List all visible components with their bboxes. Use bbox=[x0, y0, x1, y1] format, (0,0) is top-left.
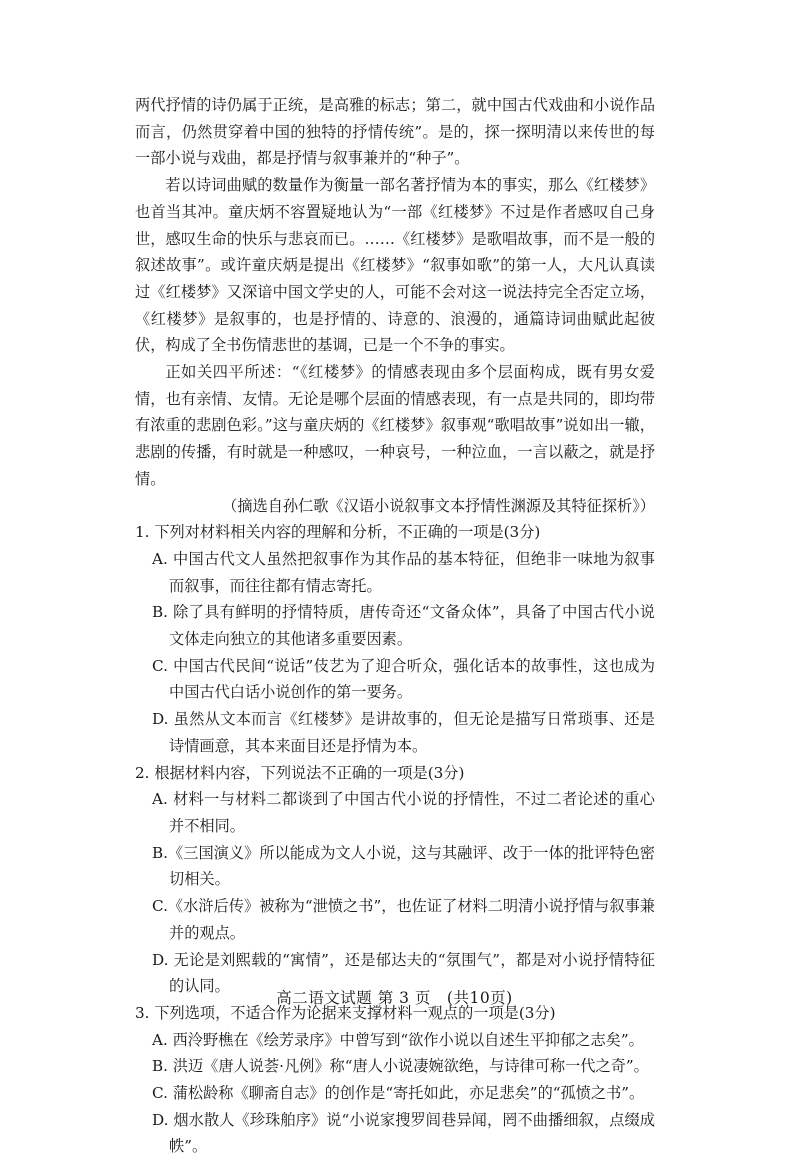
question-2 bbox=[135, 760, 655, 1000]
question-1 bbox=[135, 519, 655, 759]
passage-paragraph: 两代抒情的诗仍属于正统，是高雅的标志；第二，就中国古代戏曲和小说作品而言，仍然贯穿着中国的独特的抒情传统”。是的，探一探明清以来传世的每一部小说与戏曲，都是抒情与叙事兼并的“种子”。 bbox=[135, 96, 655, 168]
question-option: B.《三国演义》所以能成为文人小说，这与其融评、改于一体的批评特色密切相关。 bbox=[152, 843, 655, 889]
page-footer: 高二语文试题 第 3 页 (共10页) bbox=[276, 989, 513, 1007]
question-stem: 1. 下列对材料相关内容的理解和分析，不正确的一项是(3分) bbox=[135, 523, 541, 542]
passage-paragraph: 正如关四平所述：“《红楼梦》的情感表现由多个层面构成，既有男女爱情，也有亲情、友情。无论是哪个层面的情感表现，有一点是共同的，即均带有浓重的悲剧色彩。”这与童庆炳的《红楼梦》叙事观“歌唱故事”说如出一辙，悲剧的传播，有时就是一种感叹，一种哀号，一种泣血，一言以蔽之，就是抒情。 bbox=[135, 363, 655, 488]
passage-paragraph: 若以诗词曲赋的数量作为衡量一部名著抒情为本的事实，那么《红楼梦》也首当其冲。童庆炳不容置疑地认为“一部《红楼梦》不过是作者感叹自己身世，感叹生命的快乐与悲哀而已。……《红楼梦》是歌唱故事，而不是一般的叙述故事”。或许童庆炳是提出《红楼梦》“叙事如歌”的第一人，大凡认真读过《红楼梦》又深谙中国文学史的人，可能不会对这一说法持完全否定立场，《红楼梦》是叙事的，也是抒情的、诗意的、浪漫的，通篇诗词曲赋此起彼伏，构成了全书伤情悲世的基调，已是一个不争的事实。 bbox=[135, 176, 655, 355]
question-stem: 3. 下列选项，不适合作为论据来支撑材料一观点的一项是(3分) bbox=[135, 1003, 556, 1022]
question-option: D. 虽然从文本而言《红楼梦》是讲故事的，但无论是描写日常琐事、还是诗情画意，其本来面目还是抒情为本。 bbox=[152, 710, 655, 755]
question-option: C. 中国古代民间“说话”伎艺为了迎合听众，强化话本的故事性，这也成为中国古代白话小说创作的第一要务。 bbox=[152, 656, 655, 702]
question-option: C. 蒲松龄称《聊斋自志》的创作是“寄托如此，亦足悲矣”的“孤愤之书”。 bbox=[152, 1084, 645, 1103]
question-stem: 2. 根据材料内容，下列说法不正确的一项是(3分) bbox=[135, 763, 465, 782]
question-option: A. 材料一与材料二都谈到了中国古代小说的抒情性，不过二者论述的重心并不相同。 bbox=[152, 790, 655, 835]
passage-source: （摘选自孙仁歌《汉语小说叙事文本抒情性渊源及其特征探析》） bbox=[222, 496, 655, 515]
question-option: A. 西泠野樵在《绘芳录序》中曾写到“欲作小说以自述生平抑郁之志矣”。 bbox=[152, 1030, 644, 1049]
question-option: B. 洪迈《唐人说荟·凡例》称“唐人小说凄婉欲绝，与诗律可称一代之奇”。 bbox=[152, 1057, 649, 1076]
question-option: A. 中国古代文人虽然把叙事作为其作品的基本特征，但绝非一味地为叙事而叙事，而往往都有情志寄托。 bbox=[152, 549, 655, 595]
question-option: D. 烟水散人《珍珠舶序》说“小说家搜罗闾巷异闻，罔不曲播细叙，点缀成帙”。 bbox=[152, 1110, 655, 1156]
question-3 bbox=[135, 1000, 655, 1160]
question-option: C.《水浒后传》被称为“泄愤之书”，也佐证了材料二明清小说抒情与叙事兼并的观点。 bbox=[152, 897, 655, 942]
question-option: B. 除了具有鲜明的抒情特质，唐传奇还“文备众体”，具备了中国古代小说文体走向独立的其他诸多重要因素。 bbox=[152, 603, 655, 649]
question-option: D. 无论是刘熙载的“寓情”，还是郁达夫的“氛围气”，都是对小说抒情特征的认同。 bbox=[152, 950, 655, 996]
